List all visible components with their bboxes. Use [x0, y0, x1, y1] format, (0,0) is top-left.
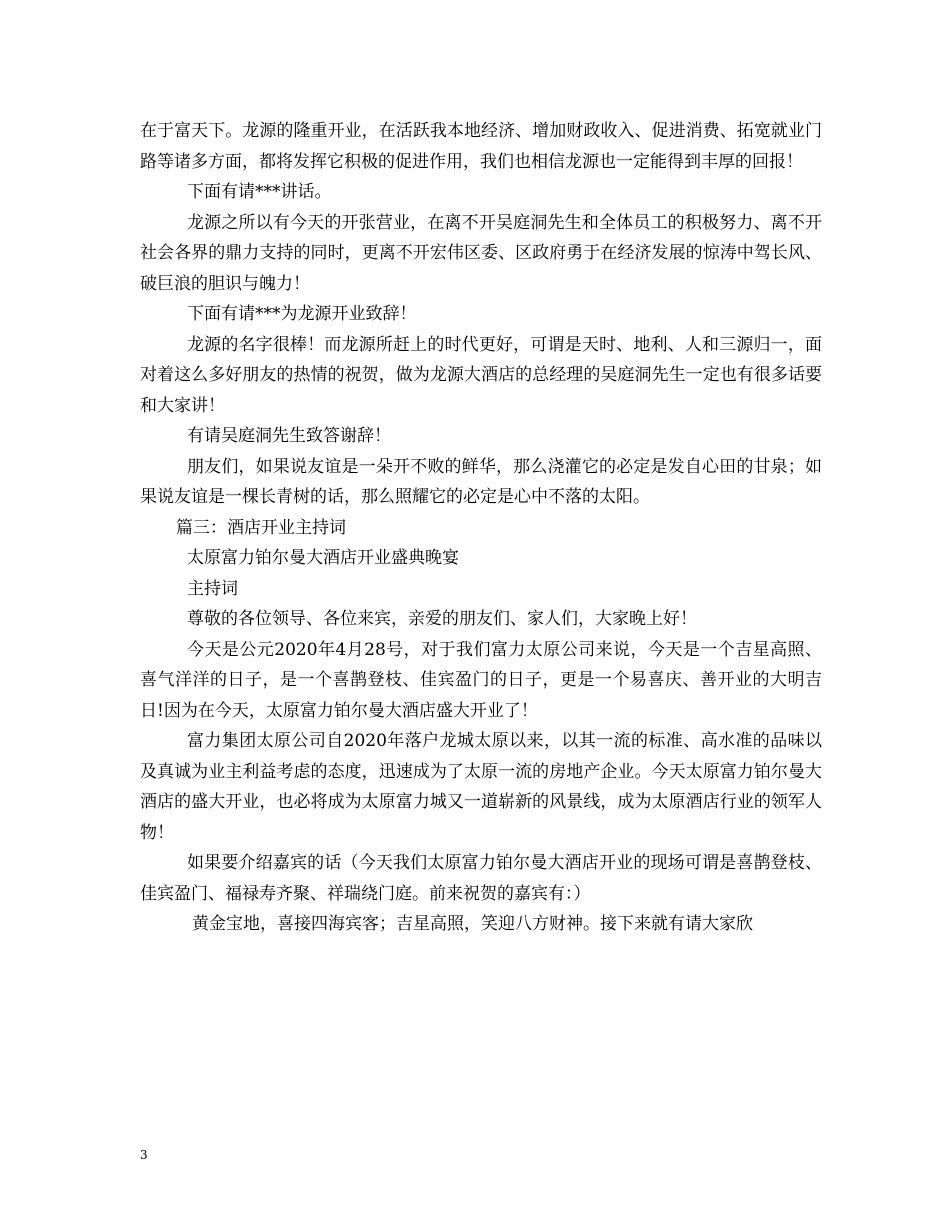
- paragraph-company: 富力集团太原公司自2020年落户龙城太原以来，以其一流的标准、高水准的品味以及真诚为业主利益考虑的态度，迅速成为了太原一流的房地产企业。今天太原富力铂尔曼大酒店的盛大开业，也必将成为太原富力城又一道崭新的风景线，成为太原酒店行业的领军人物！: [140, 731, 822, 843]
- paragraph-longyuan-opening: 龙源之所以有今天的开张营业，在离不开吴庭洞先生和全体员工的积极努力、离不开社会各界的鼎力支持的同时，更离不开宏伟区委、区政府勇于在经济发展的惊涛中驾长风、破巨浪的胆识与魄力！: [140, 212, 822, 294]
- section-heading: 篇三：酒店开业主持词: [176, 517, 346, 538]
- paragraph-friendship: 朋友们，如果说友谊是一朵开不败的鲜华，那么浇灌它的必定是发自心田的甘泉；如果说友谊是一棵长青树的话，那么照耀它的必定是心中不落的太阳。: [140, 456, 822, 507]
- paragraph-guests: 如果要介绍嘉宾的话（今天我们太原富力铂尔曼大酒店开业的现场可谓是喜鹊登枝、佳宾盈门、福禄寿齐聚、祥瑞绕门庭。前来祝贺的嘉宾有：）: [140, 853, 822, 904]
- paragraph-opening-continuation: 在于富天下。龙源的隆重开业，在活跃我本地经济、增加财政收入、促进消费、拓宽就业门路等诸多方面，都将发挥它积极的促进作用，我们也相信龙源也一定能得到丰厚的回报！: [140, 121, 822, 172]
- document-body: [140, 116, 822, 940]
- paragraph-greeting: 尊敬的各位领导、各位来宾，亲爱的朋友们、家人们，大家晚上好！: [187, 609, 697, 629]
- paragraph-invite-speech: 下面有请***讲话。: [187, 182, 332, 202]
- paragraph-longyuan-name: 龙源的名字很棒！而龙源所赶上的时代更好，可谓是天时、地利、人和三源归一，面对着这么多好朋友的热情的祝贺，做为龙源大酒店的总经理的吴庭洞先生一定也有很多话要和大家讲！: [140, 334, 822, 416]
- paragraph-invite-address: 下面有请***为龙源开业致辞！: [187, 304, 417, 324]
- paragraph-today: 今天是公元2020年4月28号，对于我们富力太原公司来说，今天是一个吉星高照、喜气洋洋的日子，是一个喜鹊登枝、佳宾盈门的日子，更是一个易喜庆、善开业的大明吉日!因为在今天，太原富力铂尔曼大酒店盛大开业了！: [140, 639, 822, 721]
- page-number: 3: [140, 1148, 148, 1162]
- host-script-label: 主持词: [187, 578, 238, 599]
- paragraph-closing: 黄金宝地，喜接四海宾客；吉星高照，笑迎八方财神。接下来就有请大家欣: [192, 914, 753, 934]
- event-title: 太原富力铂尔曼大酒店开业盛典晚宴: [187, 548, 459, 568]
- paragraph-invite-thanks: 有请吴庭洞先生致答谢辞！: [187, 426, 391, 446]
